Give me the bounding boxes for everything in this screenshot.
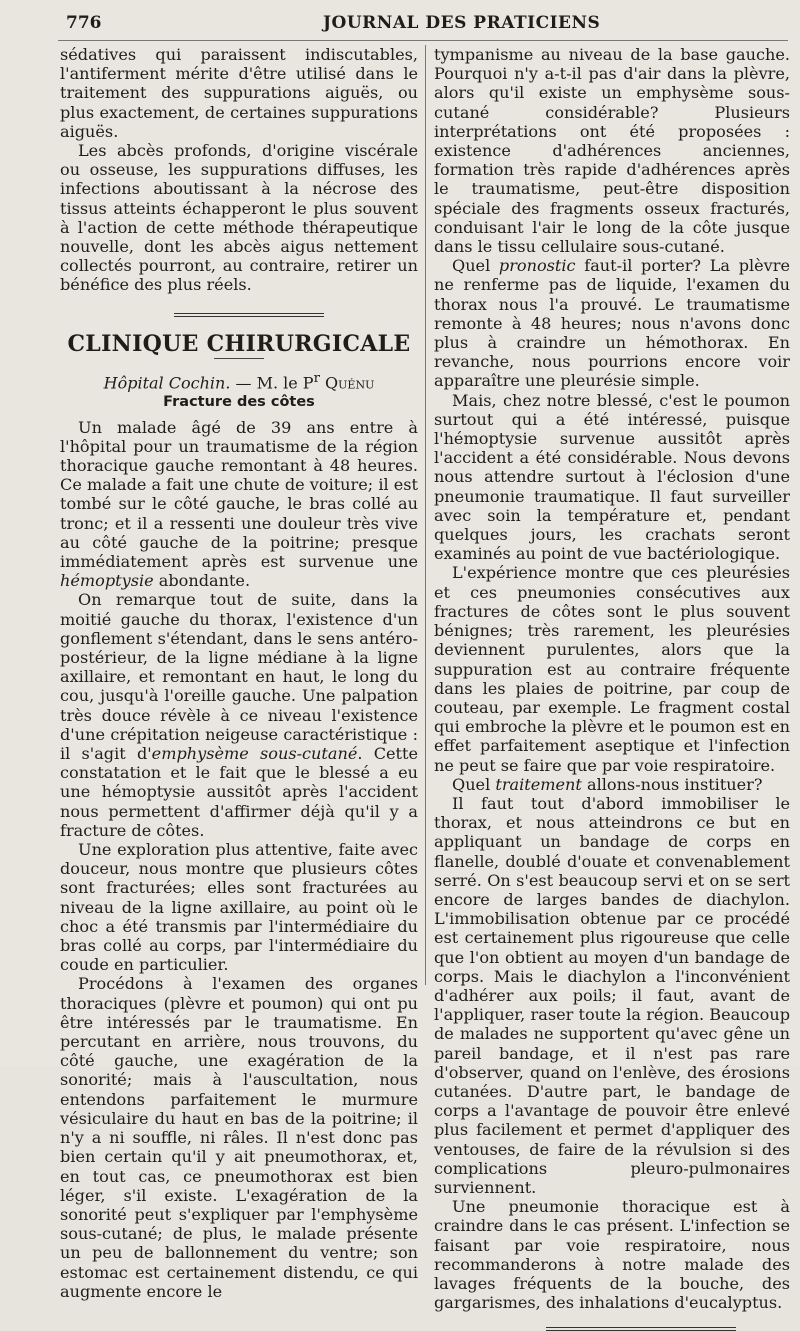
journal-title: JOURNAL DES PRATICIENS	[323, 13, 601, 33]
page-number: 776	[66, 13, 102, 33]
title-superscript: r	[313, 370, 320, 386]
text-run: Un malade âgé de 39 ans entre à l'hôpital pour un traumatisme de la région thoracique gauche remontant à 48 heures. Ce malade a fait une chute de voiture; il est tombé sur le côté gauche, le bras collé au tronc; et il a ressenti une douleur très vive au côté gauche de la poitrine; presque immédiatement après est survenue une	[60, 417, 418, 571]
right-column	[434, 45, 790, 1331]
paragraph: Procédons à l'examen des organes thoraciques (plèvre et poumon) qui ont pu être intéressés par le traumatisme. En percutant en arrière, nous trouvons, du côté gauche, une exagération de la sonorité; mais à l'auscultation, nous entendons parfaitement le murmure vésiculaire du haut en bas de la poitrine; il n'y a ni souffle, ni râles. Il n'est donc pas bien certain qu'il y ait pneumothorax, et, en tout cas, ce pneumothorax est bien léger, s'il existe. L'exagération de la sonorité peut s'expliquer par l'emphysème sous-cutané; de plus, le malade présente un peu de ballonnement du ventre; son estomac est certainement distendu, ce qui augmente encore le	[60, 974, 418, 1301]
italic-term: pronostic	[498, 256, 576, 276]
article-subtitle: Fracture des côtes	[163, 394, 315, 411]
text-run: Quel	[452, 256, 499, 276]
section-divider	[174, 313, 324, 317]
italic-term: emphysème sous-cutané	[151, 744, 358, 764]
paragraph: sédatives qui paraissent indiscutables, l'antiferment mérite d'être utilisé dans le traitement des suppurations aiguës, ou plus exactement, de certaines suppurations aiguës.	[60, 45, 418, 141]
section-title: CLINIQUE CHIRURGICALE	[67, 330, 411, 357]
professor-name: Quénu	[319, 373, 375, 393]
paragraph	[434, 256, 790, 390]
paragraph: Mais, chez notre blessé, c'est le poumon surtout qui a été intéressé, puisque l'hémoptysie survenue aussitôt après l'accident a été considérable. Nous devons nous attendre surtout à l'éclosion d'une pneumonie traumatique. Il faut surveiller avec soin la température et, pendant quelques jours, les crachats seront examinés au point de vue bactériologique.	[434, 390, 790, 564]
text-run: . Cette constatation et le fait que le blessé a eu une hémoptysie aussitôt après l'accident nous permettent d'affirmer déjà qu'il y a fracture de côtes.	[60, 744, 418, 840]
italic-term: hémoptysie	[60, 571, 154, 591]
paragraph: Les abcès profonds, d'origine viscérale ou osseuse, les suppurations diffuses, les infections aboutissant à la nécrose des tissus atteints échapperont le plus souvent à l'action de cette méthode thérapeutique nouvelle, dont les abcès aigus nettement collectés pourront, au contraire, retirer un bénéfice des plus réels.	[60, 141, 418, 295]
page-header	[58, 13, 788, 35]
paragraph	[434, 775, 790, 794]
italic-term: traitement	[495, 774, 582, 794]
paragraph: Il faut tout d'abord immobiliser le thorax, et nous atteindrons ce but en appliquant un bandage de corps en flanelle, doublé d'ouate et convenablement serré. On s'est beaucoup servi et on se sert encore de larges bandes de diachylon. L'immobilisation obtenue par ce procédé est certainement plus rigoureuse que celle que l'on obtient au moyen d'un bandage de corps. Mais le diachylon a l'inconvénient d'adhérer aux poils; il faut, avant de l'appliquer, raser toute la région. Beaucoup de malades ne supportent qu'avec gêne un pareil bandage, et il n'est pas rare d'observer, quand on l'enlève, des érosions cutanées. D'autre part, le bandage de corps a l'avantage de pouvoir être enlevé plus facilement et permet d'appliquer des ventouses, de faire de la révulsion si des complications pleuro-pulmonaires surviennent.	[434, 793, 790, 1197]
header-rule	[58, 40, 788, 41]
paragraph: tympanisme au niveau de la base gauche. Pourquoi n'y a-t-il pas d'air dans la plèvre, alors qu'il existe un emphysème sous-cutané considérable? Plusieurs interprétations ont été proposées : existence d'adhérences anciennes, formation très rapide d'adhérences après le traumatisme, peut-être disposition spéciale des fragments osseux fracturés, conduisant l'air le long de la côte jusque dans le tissu cellulaire sous-cutané.	[434, 45, 790, 257]
text-run: On remarque tout de suite, dans la moitié gauche du thorax, l'existence d'un gonflement s'étendant, dans le sens antéro-postérieur, de la ligne médiane à la ligne axillaire, et remontant en haut, le long du cou, jusqu'à l'oreille gauche. Une palpation très douce révèle à ce niveau l'existence d'une crépitation neigeuse caractéristique : il s'agit d'	[60, 590, 418, 764]
paragraph: Une pneumonie thoracique est à craindre dans le cas présent. L'infection se faisant par voie respiratoire, nous recommanderons à notre malade des lavages fréquents de la bouche, des gargarismes, des inhalations d'eucalyptus.	[434, 1197, 790, 1313]
text-run: allons-nous instituer?	[581, 774, 763, 794]
text-run: faut-il porter? La plèvre ne renferme pas de liquide, l'examen du thorax nous l'a prouvé. Le traumatisme remonte à 48 heures; nous n'avons donc plus à craindre un hémothorax. En revanche, nous pourrions encore voir apparaître une pleurésie simple.	[434, 256, 790, 391]
text-run: abondante.	[153, 571, 251, 591]
paragraph: Une exploration plus attentive, faite avec douceur, nous montre que plusieurs côtes sont fracturées; elles sont fracturées au niveau de la ligne axillaire, au point où le choc a été transmis par l'intermédiaire du bras collé au corps, par l'intermédiaire du coude en particulier.	[60, 840, 418, 975]
text-run: Quel	[452, 774, 496, 794]
hospital-name: Hôpital Cochin.	[103, 373, 231, 393]
paragraph	[60, 590, 418, 840]
column-divider	[425, 45, 426, 985]
hospital-line	[60, 369, 418, 393]
left-column	[60, 45, 418, 1301]
paragraph: L'expérience montre que ces pleurésies et ces pneumonies consécutives aux fractures de côtes sont le plus souvent bénignes; très rarement, les pleurésies deviennent purulentes, alors que la suppuration est au contraire fréquente dans les plaies de poitrine, par coup de couteau, par exemple. Le fragment costal qui embroche la plèvre et le poumon est en effet parfaitement aseptique et l'infection ne peut se faire que par voie respiratoire.	[434, 563, 790, 775]
hospital-separator: — M. le P	[230, 373, 314, 393]
paragraph	[60, 418, 418, 591]
end-divider	[546, 1327, 736, 1331]
title-rule	[214, 358, 264, 359]
